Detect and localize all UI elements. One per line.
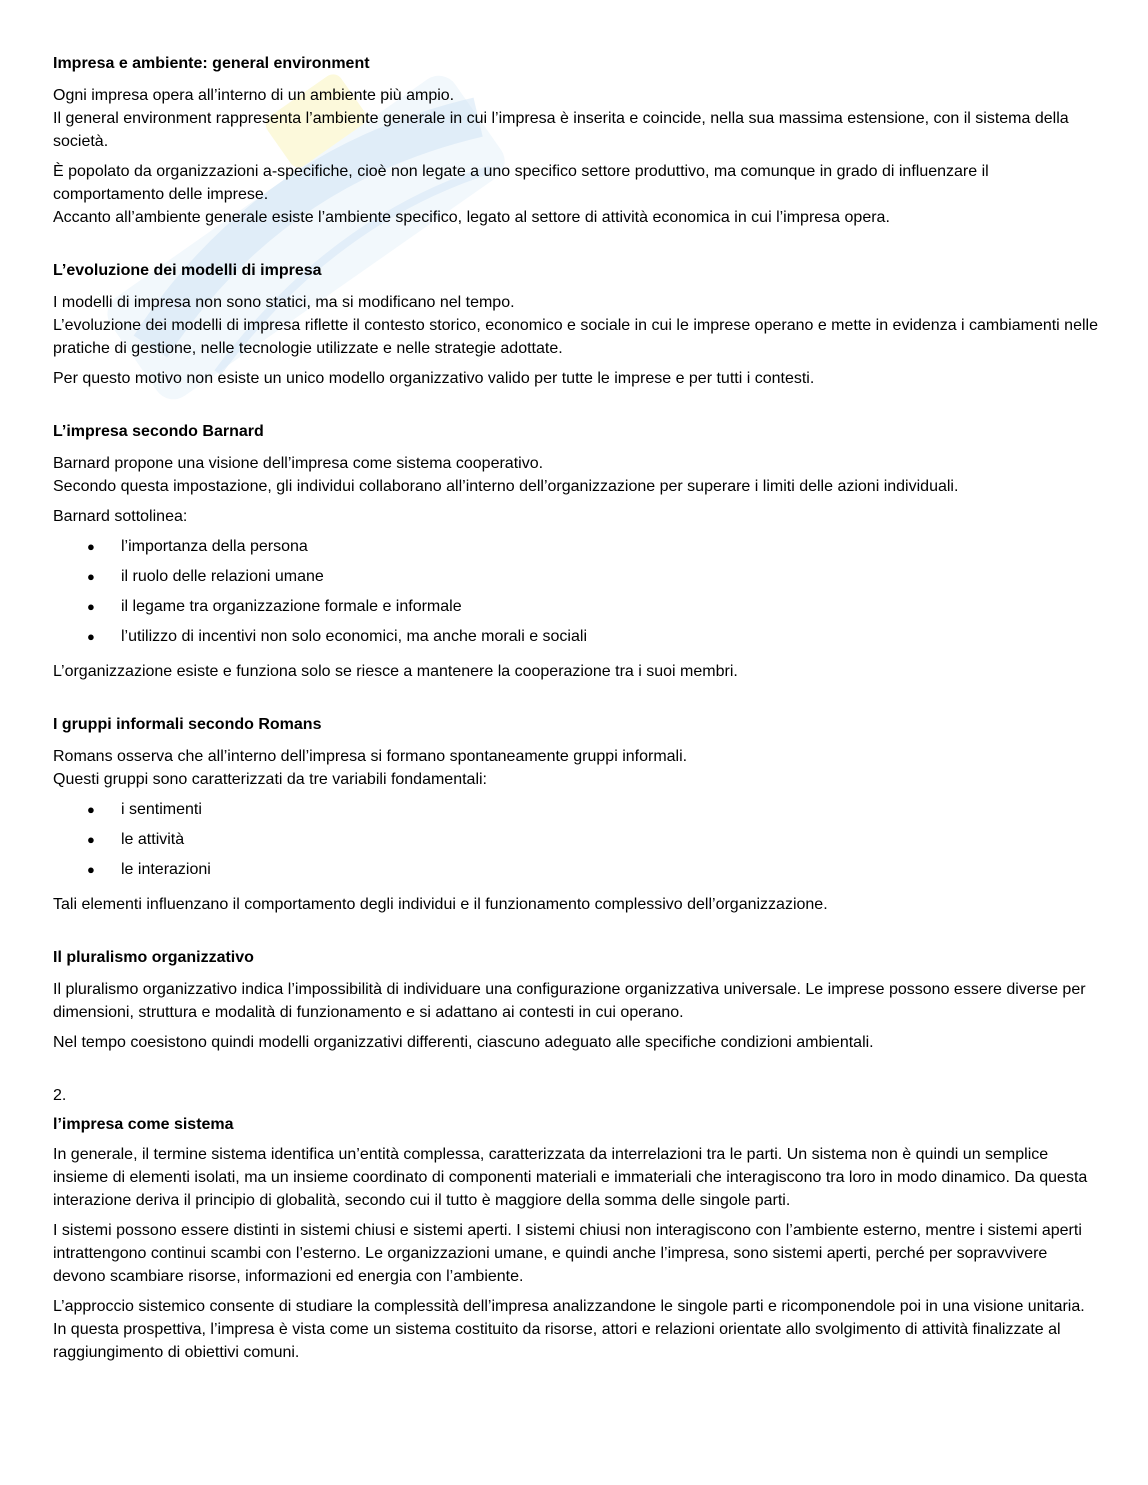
- list-item: [53, 828, 1098, 858]
- bullet-list: [53, 535, 1098, 655]
- bullet-icon: ●: [87, 539, 95, 554]
- list-item: [53, 625, 1098, 655]
- list-item: [53, 535, 1098, 565]
- section-title: l’impresa come sistema: [53, 1116, 234, 1133]
- document-content: [53, 52, 1098, 1371]
- paragraph: L’approccio sistemico consente di studiare la complessità dell’impresa analizzandone le singole parti e ricomponendole poi in una visione unitaria. In questa prospettiva, l’impresa è vista come un sistema costituito da risorse, attori e relazioni orientate allo svolgimento di attività finalizzate al raggiungimento di obiettivi comuni.: [53, 1298, 1085, 1361]
- paragraph: Il pluralismo organizzativo indica l’impossibilità di individuare una configurazione organizzativa universale. Le imprese possono essere diverse per dimensioni, struttura e modalità di funzionamento e si adattano ai contesti in cui operano.: [53, 981, 1086, 1021]
- section-general-environment: [53, 52, 1098, 229]
- list-item: [53, 565, 1098, 595]
- section-pluralismo: [53, 946, 1098, 1054]
- paragraph: I sistemi possono essere distinti in sistemi chiusi e sistemi aperti. I sistemi chiusi non interagiscono con l’ambiente esterno, mentre i sistemi aperti intrattengono continui scambi con l’esterno. Le organizzazioni umane, e quindi anche l’impresa, sono sistemi aperti, perché per sopravvivere devono scambiare risorse, informazioni ed energia con l’ambiente.: [53, 1222, 1082, 1285]
- list-item-text: l’importanza della persona: [121, 538, 308, 555]
- bullet-list: [53, 798, 1098, 888]
- list-item: [53, 858, 1098, 888]
- paragraph: Nel tempo coesistono quindi modelli organizzativi differenti, ciascuno adeguato alle specifiche condizioni ambientali.: [53, 1034, 874, 1051]
- chapter-number: 2.: [53, 1087, 67, 1104]
- paragraph: Romans osserva che all’interno dell’impresa si formano spontaneamente gruppi informali. Questi gruppi sono caratterizzati da tre variabili fondamentali:: [53, 748, 688, 788]
- list-item-text: i sentimenti: [121, 801, 202, 818]
- section-title: L’impresa secondo Barnard: [53, 423, 264, 440]
- section-barnard: [53, 420, 1098, 683]
- list-item: [53, 595, 1098, 625]
- section-impresa-sistema: [53, 1113, 1098, 1364]
- paragraph: Barnard propone una visione dell’impresa come sistema cooperativo. Secondo questa impostazione, gli individui collaborano all’interno dell’organizzazione per superare i limiti delle azioni individuali.: [53, 455, 959, 495]
- paragraph: Per questo motivo non esiste un unico modello organizzativo valido per tutte le imprese e per tutti i contesti.: [53, 370, 815, 387]
- list-item-text: l’utilizzo di incentivi non solo economici, ma anche morali e sociali: [121, 628, 587, 645]
- paragraph: Tali elementi influenzano il comportamento degli individui e il funzionamento complessivo dell’organizzazione.: [53, 896, 828, 913]
- section-romans: [53, 713, 1098, 916]
- list-item-text: le attività: [121, 831, 185, 848]
- section-title: Impresa e ambiente: general environment: [53, 55, 370, 72]
- bullet-icon: ●: [87, 629, 95, 644]
- section-title: Il pluralismo organizzativo: [53, 949, 254, 966]
- bullet-icon: ●: [87, 802, 95, 817]
- bullet-icon: ●: [87, 569, 95, 584]
- paragraph: È popolato da organizzazioni a-specifiche, cioè non legate a uno specifico settore produttivo, ma comunque in grado di influenzare il comportamento delle imprese. Accanto all’ambiente generale esiste l’ambiente specifico, legato al settore di attività economica in cui l’impresa opera.: [53, 163, 989, 226]
- section-title: L’evoluzione dei modelli di impresa: [53, 262, 322, 279]
- list-item: [53, 798, 1098, 828]
- paragraph: L’organizzazione esiste e funziona solo se riesce a mantenere la cooperazione tra i suoi membri.: [53, 663, 738, 680]
- section-title: I gruppi informali secondo Romans: [53, 716, 322, 733]
- bullet-icon: ●: [87, 832, 95, 847]
- paragraph: Barnard sottolinea:: [53, 508, 188, 525]
- paragraph: I modelli di impresa non sono statici, ma si modificano nel tempo. L’evoluzione dei modelli di impresa riflette il contesto storico, economico e sociale in cui le imprese operano e mette in evidenza i cambiamenti nelle pratiche di gestione, nelle tecnologie utilizzate e nelle strategie adottate.: [53, 294, 1098, 357]
- list-item-text: le interazioni: [121, 861, 211, 878]
- section-evoluzione-modelli: [53, 259, 1098, 390]
- bullet-icon: ●: [87, 599, 95, 614]
- paragraph: In generale, il termine sistema identifica un’entità complessa, caratterizzata da interrelazioni tra le parti. Un sistema non è quindi un semplice insieme di elementi isolati, ma un insieme coordinato di componenti materiali e immateriali che interagiscono tra loro in modo dinamico. Da questa interazione deriva il principio di globalità, secondo cui il tutto è maggiore della somma delle singole parti.: [53, 1146, 1088, 1209]
- paragraph: Ogni impresa opera all’interno di un ambiente più ampio. Il general environment rappresenta l’ambiente generale in cui l’impresa è inserita e coincide, nella sua massima estensione, con il sistema della società.: [53, 87, 1069, 150]
- list-item-text: il legame tra organizzazione formale e informale: [121, 598, 462, 615]
- bullet-icon: ●: [87, 862, 95, 877]
- list-item-text: il ruolo delle relazioni umane: [121, 568, 324, 585]
